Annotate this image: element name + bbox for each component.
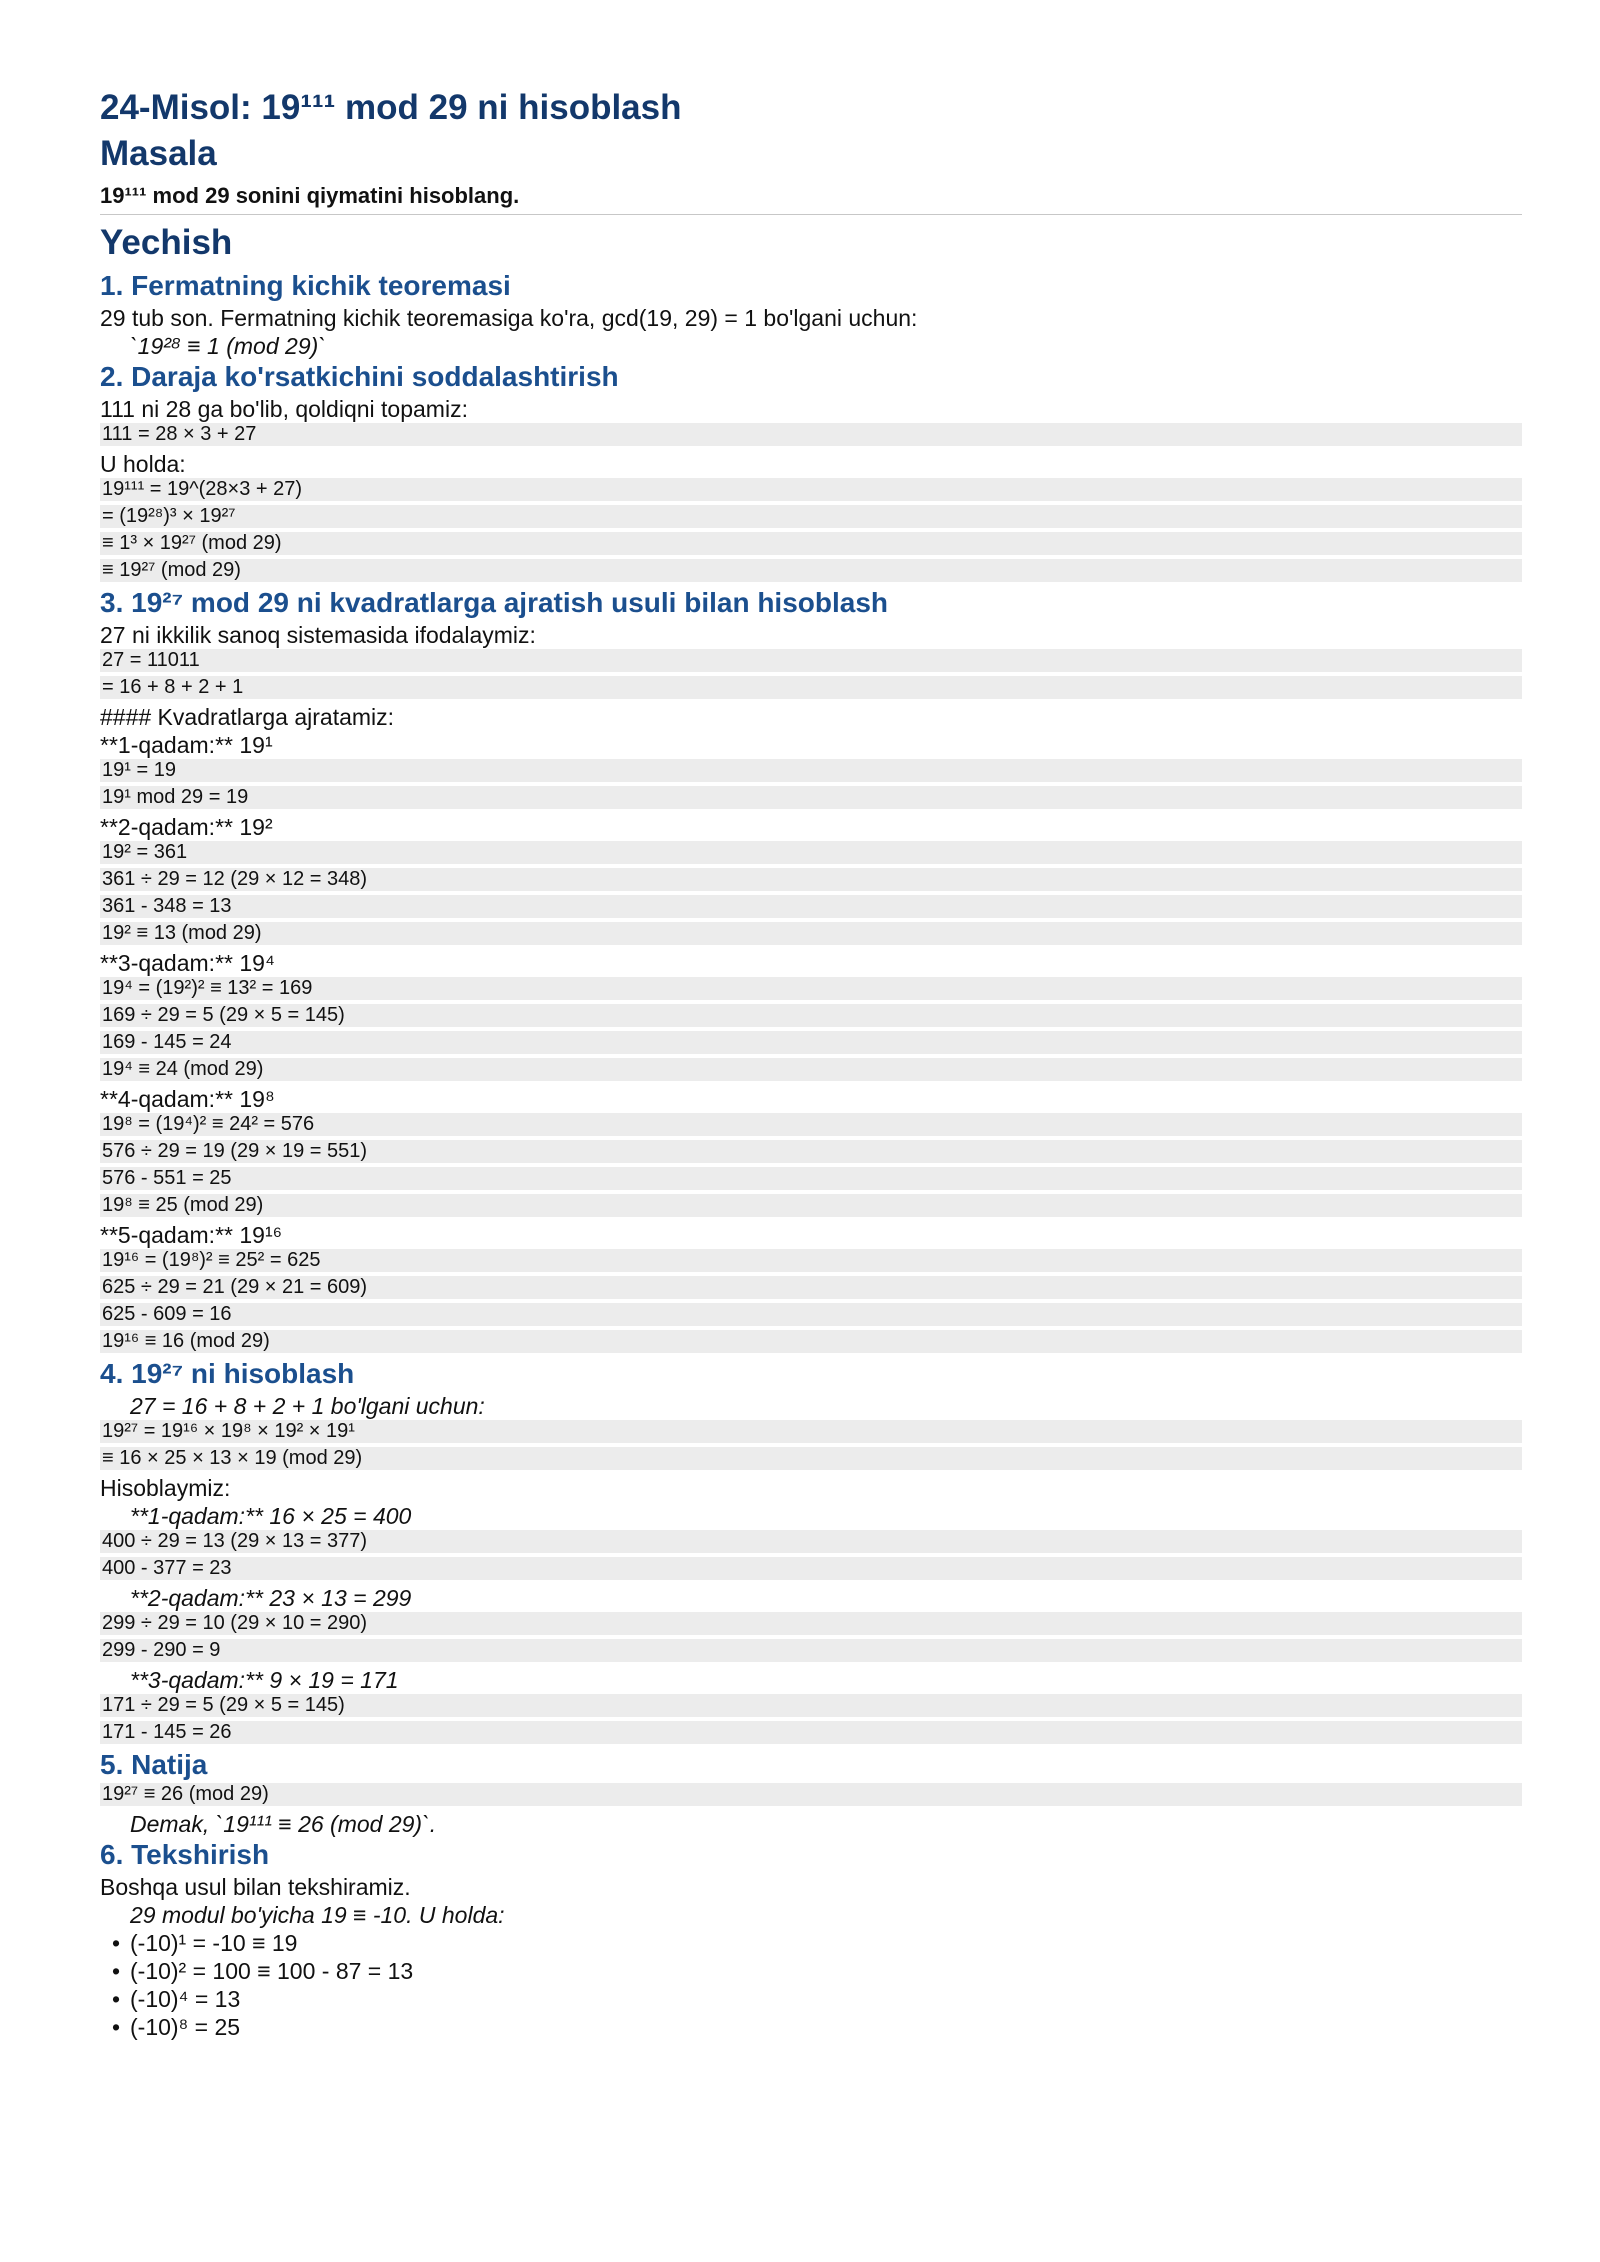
list-item-text: (-10)¹ = -10 ≡ 19 xyxy=(130,1930,298,1956)
step-label: **1-qadam:** 19¹ xyxy=(100,732,273,758)
document-title: 24-Misol: 19¹¹¹ mod 29 ni hisoblash xyxy=(100,88,682,127)
code-line: ≡ 1³ × 19²⁷ (mod 29) xyxy=(100,532,1522,555)
list-item-text: (-10)⁸ = 25 xyxy=(130,2014,241,2040)
code-line: 27 = 11011 xyxy=(100,649,1522,672)
paragraph: Hisoblaymiz: xyxy=(100,1475,231,1501)
code-line: 576 - 551 = 25 xyxy=(100,1167,1522,1190)
bullet-icon: • xyxy=(112,1930,121,1956)
code-line: 19⁸ = (19⁴)² ≡ 24² = 576 xyxy=(100,1113,1522,1136)
code-line: 19⁸ ≡ 25 (mod 29) xyxy=(100,1194,1522,1217)
section-heading: 4. 19²⁷ ni hisoblash xyxy=(100,1358,355,1389)
formula: 29 modul bo'yicha 19 ≡ -10. U holda: xyxy=(130,1902,505,1928)
code-line: 576 ÷ 29 = 19 (29 × 19 = 551) xyxy=(100,1140,1522,1163)
document-page xyxy=(100,86,1522,2041)
code-line: ≡ 16 × 25 × 13 × 19 (mod 29) xyxy=(100,1447,1522,1470)
formula: Demak, `19¹¹¹ ≡ 26 (mod 29)`. xyxy=(130,1811,437,1837)
step-label: **2-qadam:** 23 × 13 = 299 xyxy=(130,1585,412,1611)
section-heading: 1. Fermatning kichik teoremasi xyxy=(100,270,511,301)
list-item xyxy=(100,1929,1522,1957)
code-line: ≡ 19²⁷ (mod 29) xyxy=(100,559,1522,582)
code-line: 169 - 145 = 24 xyxy=(100,1031,1522,1054)
code-line: 19² = 361 xyxy=(100,841,1522,864)
code-line: 19²⁷ = 19¹⁶ × 19⁸ × 19² × 19¹ xyxy=(100,1420,1522,1443)
code-line: 625 ÷ 29 = 21 (29 × 21 = 609) xyxy=(100,1276,1522,1299)
paragraph: 111 ni 28 ga bo'lib, qoldiqni topamiz: xyxy=(100,396,468,422)
code-line: 19² ≡ 13 (mod 29) xyxy=(100,922,1522,945)
paragraph: #### Kvadratlarga ajratamiz: xyxy=(100,704,395,730)
section-heading: 3. 19²⁷ mod 29 ni kvadratlarga ajratish usuli bilan hisoblash xyxy=(100,587,889,618)
step-label: **3-qadam:** 19⁴ xyxy=(100,950,275,976)
code-line: 299 ÷ 29 = 10 (29 × 10 = 290) xyxy=(100,1612,1522,1635)
bullet-icon: • xyxy=(112,1958,121,1984)
list-item xyxy=(100,2013,1522,2041)
section-heading: 2. Daraja ko'rsatkichini soddalashtirish xyxy=(100,361,619,392)
code-line: 19¹ = 19 xyxy=(100,759,1522,782)
code-line: 19¹⁶ = (19⁸)² ≡ 25² = 625 xyxy=(100,1249,1522,1272)
section-divider xyxy=(100,214,1522,215)
section-fermat xyxy=(100,269,1522,360)
section-heading: 6. Tekshirish xyxy=(100,1839,270,1870)
code-line: 400 - 377 = 23 xyxy=(100,1557,1522,1580)
section-verification xyxy=(100,1838,1522,2041)
yechish-heading: Yechish xyxy=(100,223,233,262)
paragraph: 27 ni ikkilik sanoq sistemasida ifodalaymiz: xyxy=(100,622,536,648)
list-item-text: (-10)² = 100 ≡ 100 - 87 = 13 xyxy=(130,1958,414,1984)
code-line: = 16 + 8 + 2 + 1 xyxy=(100,676,1522,699)
code-line: 171 - 145 = 26 xyxy=(100,1721,1522,1744)
code-line: 19⁴ = (19²)² ≡ 13² = 169 xyxy=(100,977,1522,1000)
bullet-icon: • xyxy=(112,2014,121,2040)
list-item xyxy=(100,1957,1522,1985)
code-line: 111 = 28 × 3 + 27 xyxy=(100,423,1522,446)
code-line: 19¹⁶ ≡ 16 (mod 29) xyxy=(100,1330,1522,1353)
code-line: 625 - 609 = 16 xyxy=(100,1303,1522,1326)
list-item xyxy=(100,1985,1522,2013)
masala-heading: Masala xyxy=(100,134,217,173)
list-item-text: (-10)⁴ = 13 xyxy=(130,1986,241,2012)
paragraph: U holda: xyxy=(100,451,186,477)
code-line: 169 ÷ 29 = 5 (29 × 5 = 145) xyxy=(100,1004,1522,1027)
code-line: 299 - 290 = 9 xyxy=(100,1639,1522,1662)
section-heading: 5. Natija xyxy=(100,1749,208,1780)
code-line: 19⁴ ≡ 24 (mod 29) xyxy=(100,1058,1522,1081)
step-label: **2-qadam:** 19² xyxy=(100,814,273,840)
code-line: 19²⁷ ≡ 26 (mod 29) xyxy=(100,1783,1522,1806)
formula: 27 = 16 + 8 + 2 + 1 bo'lgani uchun: xyxy=(130,1393,485,1419)
step-label: **4-qadam:** 19⁸ xyxy=(100,1086,275,1112)
section-square-decomposition xyxy=(100,586,1522,1353)
step-label: **1-qadam:** 16 × 25 = 400 xyxy=(130,1503,412,1529)
paragraph: 29 tub son. Fermatning kichik teoremasiga ko'ra, gcd(19, 29) = 1 bo'lgani uchun: xyxy=(100,305,918,331)
section-exponent-reduction xyxy=(100,360,1522,582)
section-compute-power xyxy=(100,1357,1522,1744)
code-line: = (19²⁸)³ × 19²⁷ xyxy=(100,505,1522,528)
code-line: 361 - 348 = 13 xyxy=(100,895,1522,918)
code-line: 361 ÷ 29 = 12 (29 × 12 = 348) xyxy=(100,868,1522,891)
code-line: 19¹ mod 29 = 19 xyxy=(100,786,1522,809)
section-result xyxy=(100,1748,1522,1838)
paragraph: Boshqa usul bilan tekshiramiz. xyxy=(100,1874,411,1900)
bullet-list xyxy=(100,1929,1522,2041)
bullet-icon: • xyxy=(112,1986,121,2012)
code-line: 171 ÷ 29 = 5 (29 × 5 = 145) xyxy=(100,1694,1522,1717)
problem-statement: 19¹¹¹ mod 29 sonini qiymatini hisoblang. xyxy=(100,183,520,208)
formula: `19²⁸ ≡ 1 (mod 29)` xyxy=(130,333,326,359)
step-label: **5-qadam:** 19¹⁶ xyxy=(100,1222,283,1248)
step-label: **3-qadam:** 9 × 19 = 171 xyxy=(130,1667,399,1693)
code-line: 400 ÷ 29 = 13 (29 × 13 = 377) xyxy=(100,1530,1522,1553)
code-line: 19¹¹¹ = 19^(28×3 + 27) xyxy=(100,478,1522,501)
